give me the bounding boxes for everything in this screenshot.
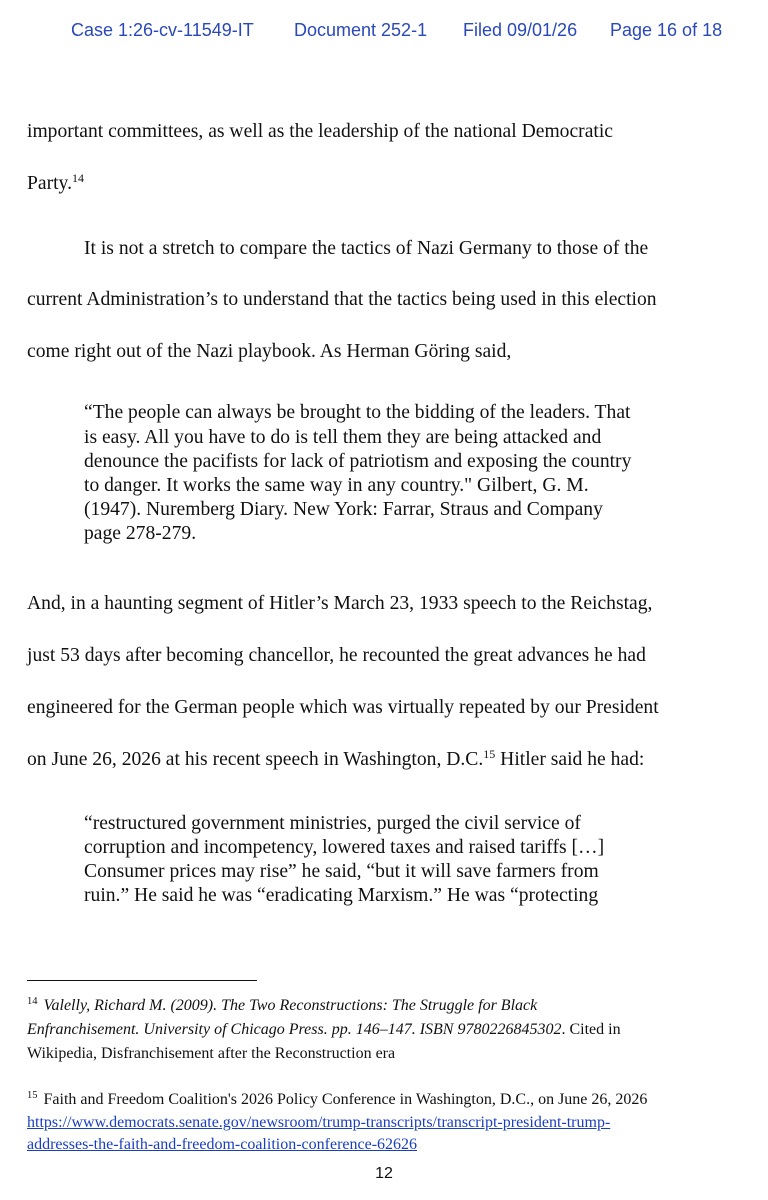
quote-line: to danger. It works the same way in any country." Gilbert, G. M. [84,475,589,496]
footnote-15-link[interactable]: https://www.democrats.senate.gov/newsroom/trump-transcripts/transcript-president-trump- [27,1114,611,1131]
case-header [0,20,768,44]
quote-line: is easy. All you have to do is tell them they are being attacked and [84,427,602,448]
quote-line: corruption and incompetency, lowered taxes and raised tariffs […] [84,837,605,858]
body-line: come right out of the Nazi playbook. As Herman Göring said, [27,341,512,362]
quote-line: Consumer prices may rise” he said, “but it will save farmers from [84,861,599,882]
footnote-number: 15 [27,1090,38,1101]
document-number: Document 252-1 [294,20,428,40]
page-number: 12 [375,1165,393,1182]
footnote-ref-14[interactable]: 14 [72,171,84,185]
body-line: just 53 days after becoming chancellor, he recounted the great advances he had [27,645,646,666]
body-line: current Administration’s to understand that the tactics being used in this election [27,289,657,310]
footnote-separator [27,980,257,981]
body-line: important committees, as well as the leadership of the national Democratic [27,121,613,142]
body-line: engineered for the German people which was virtually repeated by our President [27,697,659,718]
quote-line: denounce the pacifists for lack of patriotism and exposing the country [84,451,632,472]
footnote-15-link[interactable]: addresses-the-faith-and-freedom-coalition-conference-62626 [27,1136,418,1153]
footnote-14-line: Wikipedia, Disfranchisement after the Reconstruction era [27,1045,396,1062]
quote-line: “restructured government ministries, purged the civil service of [84,813,581,834]
filed-date: Filed 09/01/26 [463,20,578,40]
body-line: on June 26, 2026 at his recent speech in Washington, D.C.$^{15}$ Hitler said he had: [27,747,645,770]
footnote-15-line: $^{15}$ Faith and Freedom Coalition's 2026 Policy Conference in Washington, D.C., on June 26, 2026 [27,1090,648,1108]
body-line: It is not a stretch to compare the tactics of Nazi Germany to those of the [84,238,649,259]
footnote-14-line: Enfranchisement. University of Chicago Press. pp. 146–147. ISBN 9780226845302. Cited in [27,1021,621,1038]
quote-line: “The people can always be brought to the bidding of the leaders. That [84,402,631,423]
footnote-ref-15[interactable]: 15 [483,747,496,761]
footnote-number: 14 [27,996,38,1007]
footnote-14-line: $^{14}$ Valelly, Richard M. (2009). The Two Reconstructions: The Struggle for Black [27,996,538,1014]
page-indicator: Page 16 of 18 [610,20,723,40]
body-line: Party.$^{14}$ [27,171,84,194]
quote-line: (1947). Nuremberg Diary. New York: Farrar, Straus and Company [84,499,603,520]
quote-line: page 278-279. [84,523,197,544]
case-number: Case 1:26-cv-11549-IT [71,20,254,40]
body-line: And, in a haunting segment of Hitler’s March 23, 1933 speech to the Reichstag, [27,593,653,614]
quote-line: ruin.” He said he was “eradicating Marxism.” He was “protecting [84,885,599,906]
